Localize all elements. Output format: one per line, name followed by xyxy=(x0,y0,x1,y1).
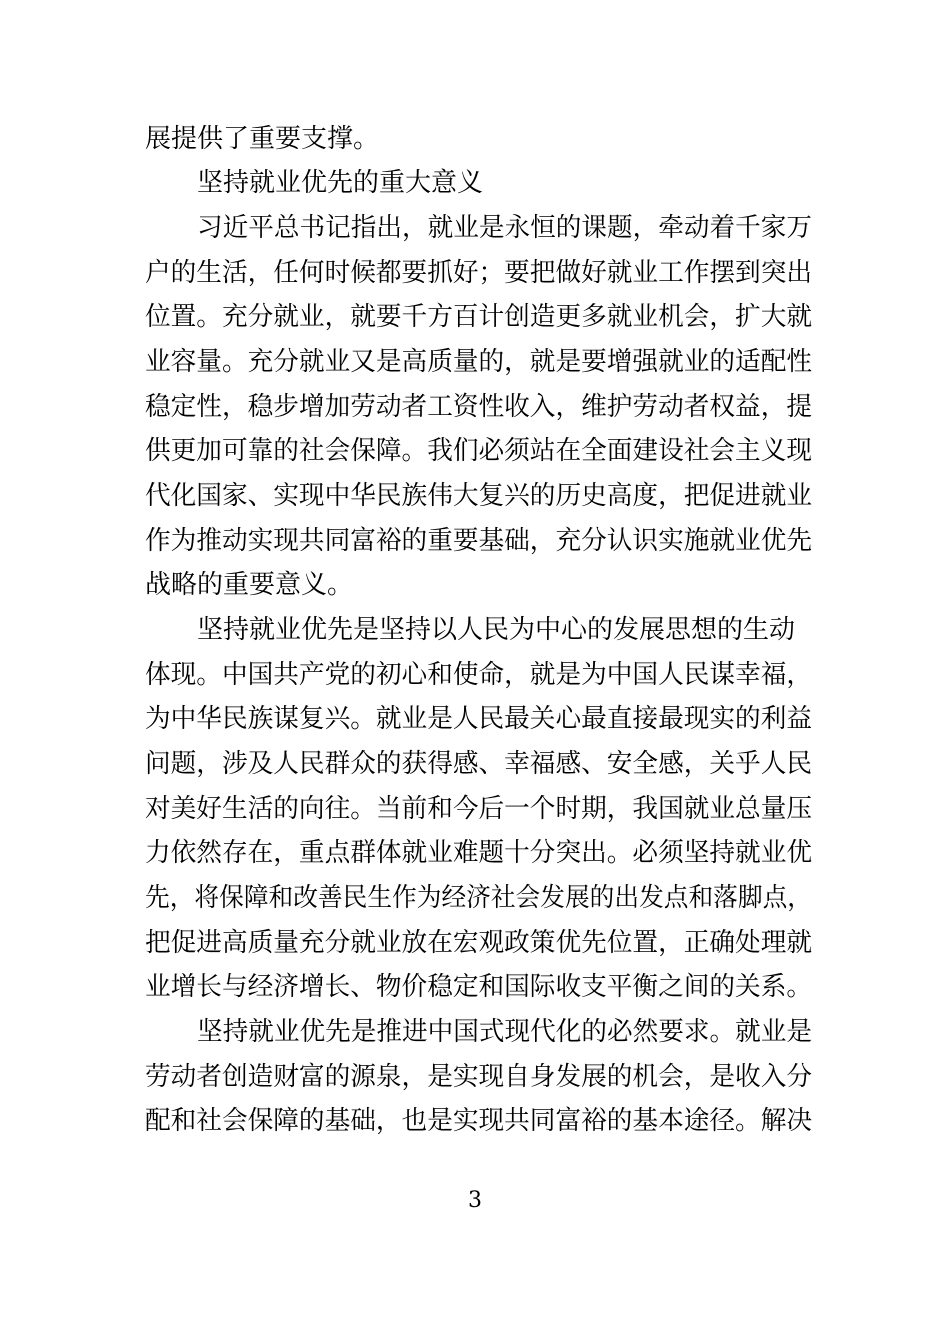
paragraph-1-line: 供更加可靠的社会保障。我们必须站在全面建设社会主义现 xyxy=(145,436,813,466)
paragraph-1-line: 位置。充分就业，就要千方百计创造更多就业机会，扩大就 xyxy=(145,302,813,332)
paragraph-2-line: 力依然存在，重点群体就业难题十分突出。必须坚持就业优 xyxy=(145,838,813,868)
paragraph-1-line: 户的生活，任何时候都要抓好；要把做好就业工作摆到突出 xyxy=(145,258,813,288)
paragraph-1-line: 作为推动实现共同富裕的重要基础，充分认识实施就业优先 xyxy=(145,526,813,556)
paragraph-1-line: 稳定性，稳步增加劳动者工资性收入，维护劳动者权益，提 xyxy=(145,392,813,422)
paragraph-2-line: 为中华民族谋复兴。就业是人民最关心最直接最现实的利益 xyxy=(145,704,813,734)
paragraph-2-line: 体现。中国共产党的初心和使命，就是为中国人民谋幸福， xyxy=(145,660,813,690)
paragraph-2-line: 问题，涉及人民群众的获得感、幸福感、安全感，关乎人民 xyxy=(145,749,813,779)
paragraph-continuation-line: 展提供了重要支撑。 xyxy=(145,124,380,154)
paragraph-1-line: 习近平总书记指出，就业是永恒的课题，牵动着千家万 xyxy=(197,213,813,243)
section-heading: 坚持就业优先的重大意义 xyxy=(197,168,484,198)
paragraph-3-line: 劳动者创造财富的源泉，是实现自身发展的机会，是收入分 xyxy=(145,1062,813,1092)
paragraph-3-line: 坚持就业优先是推进中国式现代化的必然要求。就业是 xyxy=(197,1017,813,1047)
paragraph-2-line: 对美好生活的向往。当前和今后一个时期，我国就业总量压 xyxy=(145,794,813,824)
paragraph-1-line: 业容量。充分就业又是高质量的，就是要增强就业的适配性 xyxy=(145,347,813,377)
paragraph-1-line: 战略的重要意义。 xyxy=(145,570,354,600)
paragraph-1-line: 代化国家、实现中华民族伟大复兴的历史高度，把促进就业 xyxy=(145,481,813,511)
page-number: 3 xyxy=(468,1188,482,1213)
paragraph-2-line: 坚持就业优先是坚持以人民为中心的发展思想的生动 xyxy=(197,615,796,645)
paragraph-3-line: 配和社会保障的基础，也是实现共同富裕的基本途径。解决 xyxy=(145,1106,813,1136)
paragraph-2-line: 把促进高质量充分就业放在宏观政策优先位置，正确处理就 xyxy=(145,928,813,958)
paragraph-2-line: 先，将保障和改善民生作为经济社会发展的出发点和落脚点， xyxy=(145,883,813,913)
paragraph-2-line: 业增长与经济增长、物价稳定和国际收支平衡之间的关系。 xyxy=(145,972,813,1002)
